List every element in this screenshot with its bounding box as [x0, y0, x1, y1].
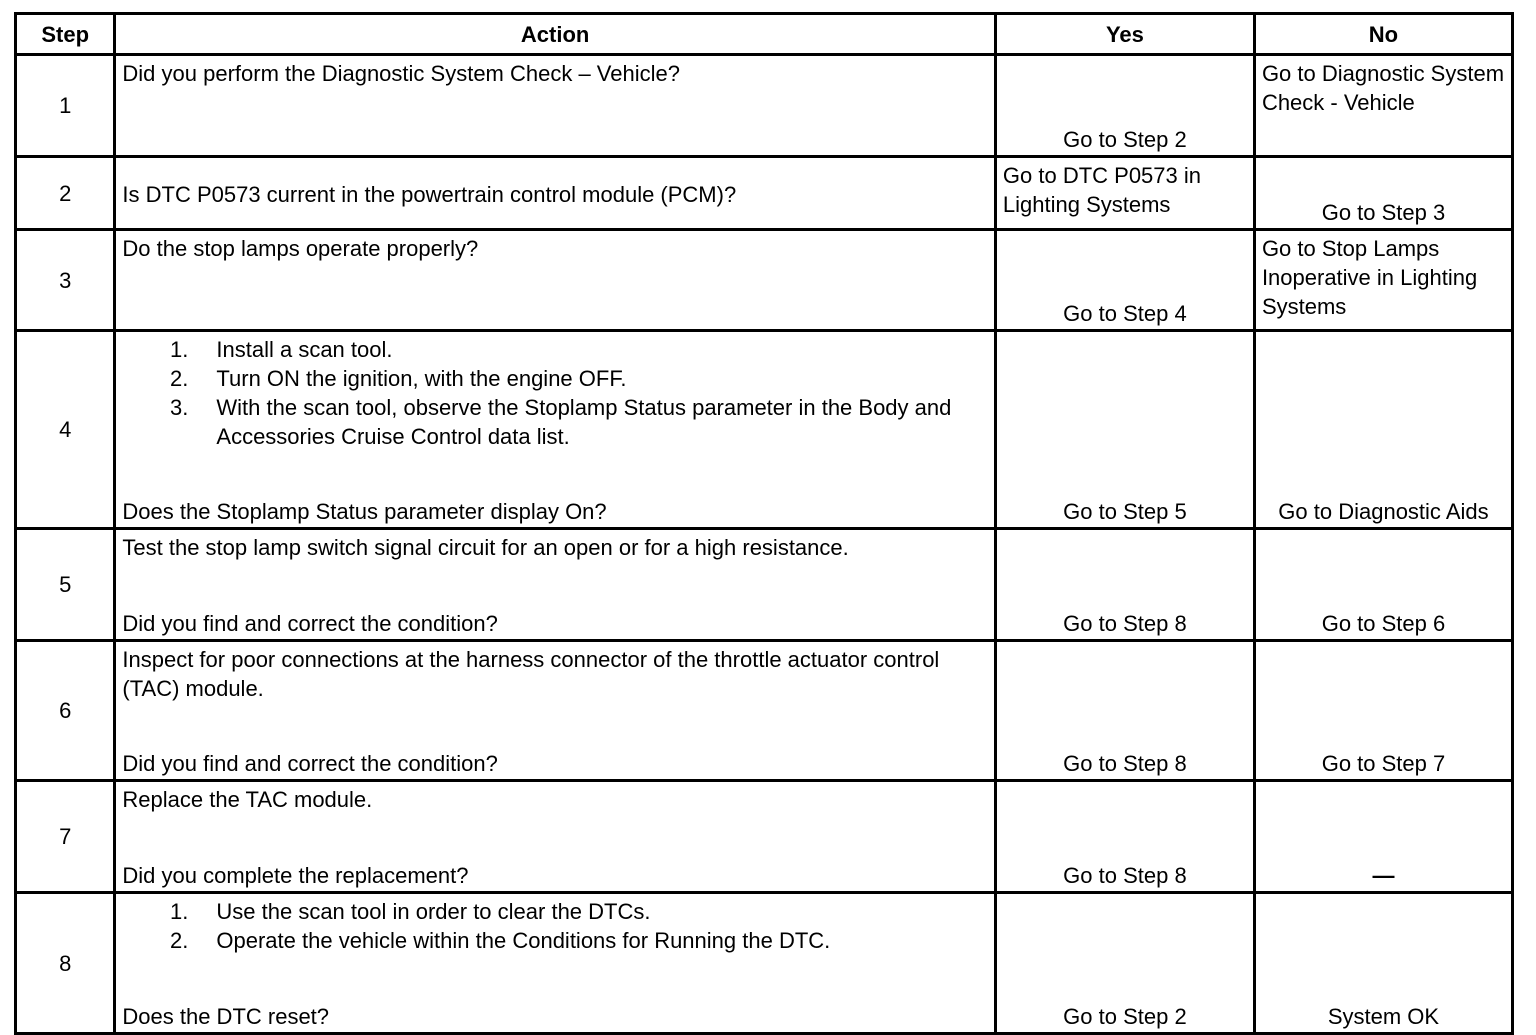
list-item: 1. Use the scan tool in order to clear the DTCs. — [170, 899, 651, 924]
action-question: Did you find and correct the condition? — [122, 611, 498, 636]
no-text: Go to Stop Lamps Inoperative in Lighting Systems — [1261, 236, 1478, 319]
yes-cell — [995, 157, 1254, 230]
no-cell — [1254, 230, 1512, 331]
step-number: 1 — [16, 55, 115, 157]
no-cell — [1254, 641, 1512, 781]
step-number: 6 — [16, 641, 115, 781]
yes-cell — [995, 529, 1254, 641]
table-row — [16, 893, 1513, 1034]
no-text: Go to Step 6 — [1321, 611, 1446, 636]
no-cell — [1254, 893, 1512, 1034]
yes-text: Go to Step 8 — [1063, 863, 1187, 888]
yes-cell — [995, 55, 1254, 157]
no-text: Go to Diagnostic System Check - Vehicle — [1261, 61, 1505, 115]
step-number: 8 — [16, 893, 115, 1034]
no-text: Go to Step 7 — [1321, 751, 1446, 776]
yes-text: Go to Step 2 — [1063, 1004, 1187, 1029]
action-steps-list — [122, 897, 988, 955]
action-text: Do the stop lamps operate properly? — [122, 236, 479, 261]
header-no: No — [1254, 14, 1512, 55]
header-action: Action — [115, 14, 996, 55]
yes-cell — [995, 230, 1254, 331]
list-item: 2. Operate the vehicle within the Conditions for Running the DTC. — [170, 928, 831, 953]
list-item: 2. Turn ON the ignition, with the engine OFF. — [170, 366, 627, 391]
table-row — [16, 157, 1513, 230]
action-cell — [115, 641, 996, 781]
yes-text: Go to Step 8 — [1063, 751, 1187, 776]
step-number: 7 — [16, 781, 115, 893]
no-cell — [1254, 157, 1512, 230]
step-number: 5 — [16, 529, 115, 641]
action-text: Did you perform the Diagnostic System Check – Vehicle? — [122, 61, 680, 86]
table-row — [16, 781, 1513, 893]
yes-cell — [995, 781, 1254, 893]
diagnostic-table — [14, 12, 1514, 1035]
header-row — [16, 14, 1513, 55]
no-cell — [1254, 781, 1512, 893]
action-text: Test the stop lamp switch signal circuit for an open or for a high resistance. — [122, 535, 849, 560]
header-yes: Yes — [995, 14, 1254, 55]
action-cell — [115, 893, 996, 1034]
table-row — [16, 230, 1513, 331]
table-row — [16, 55, 1513, 157]
no-cell — [1254, 331, 1512, 529]
action-cell — [115, 781, 996, 893]
yes-cell — [995, 893, 1254, 1034]
yes-text: Go to Step 5 — [1063, 499, 1187, 524]
action-text: Replace the TAC module. — [122, 787, 373, 812]
action-question: Did you find and correct the condition? — [122, 751, 498, 776]
action-question: Did you complete the replacement? — [122, 863, 469, 888]
yes-cell — [995, 641, 1254, 781]
diagnostic-table-container — [14, 12, 1514, 1035]
list-item: 1. Install a scan tool. — [170, 337, 393, 362]
action-cell — [115, 331, 996, 529]
step-number: 3 — [16, 230, 115, 331]
action-steps-list — [122, 335, 988, 451]
table-row — [16, 641, 1513, 781]
action-question: Does the Stoplamp Status parameter display On? — [122, 499, 607, 524]
table-row — [16, 529, 1513, 641]
step-number: 2 — [16, 157, 115, 230]
list-item: 3. With the scan tool, observe the Stoplamp Status parameter in the Body and Accessories Cruise Control data list. — [170, 395, 952, 449]
action-cell — [115, 230, 996, 331]
action-question: Does the DTC reset? — [122, 1004, 330, 1029]
header-step: Step — [16, 14, 115, 55]
action-cell — [115, 157, 996, 230]
yes-text: Go to Step 4 — [1063, 301, 1187, 326]
action-text: Inspect for poor connections at the harness connector of the throttle actuator control (TAC) module. — [122, 647, 940, 701]
action-cell — [115, 55, 996, 157]
yes-text: Go to DTC P0573 in Lighting Systems — [1002, 163, 1202, 217]
no-text: Go to Diagnostic Aids — [1278, 499, 1489, 524]
no-cell — [1254, 529, 1512, 641]
no-text: Go to Step 3 — [1321, 200, 1446, 225]
step-number: 4 — [16, 331, 115, 529]
no-text: — — [1372, 863, 1395, 888]
no-cell — [1254, 55, 1512, 157]
no-text: System OK — [1327, 1004, 1440, 1029]
table-row — [16, 331, 1513, 529]
action-text: Is DTC P0573 current in the powertrain control module (PCM)? — [122, 181, 737, 207]
yes-text: Go to Step 2 — [1063, 127, 1187, 152]
action-cell — [115, 529, 996, 641]
yes-cell — [995, 331, 1254, 529]
yes-text: Go to Step 8 — [1063, 611, 1187, 636]
